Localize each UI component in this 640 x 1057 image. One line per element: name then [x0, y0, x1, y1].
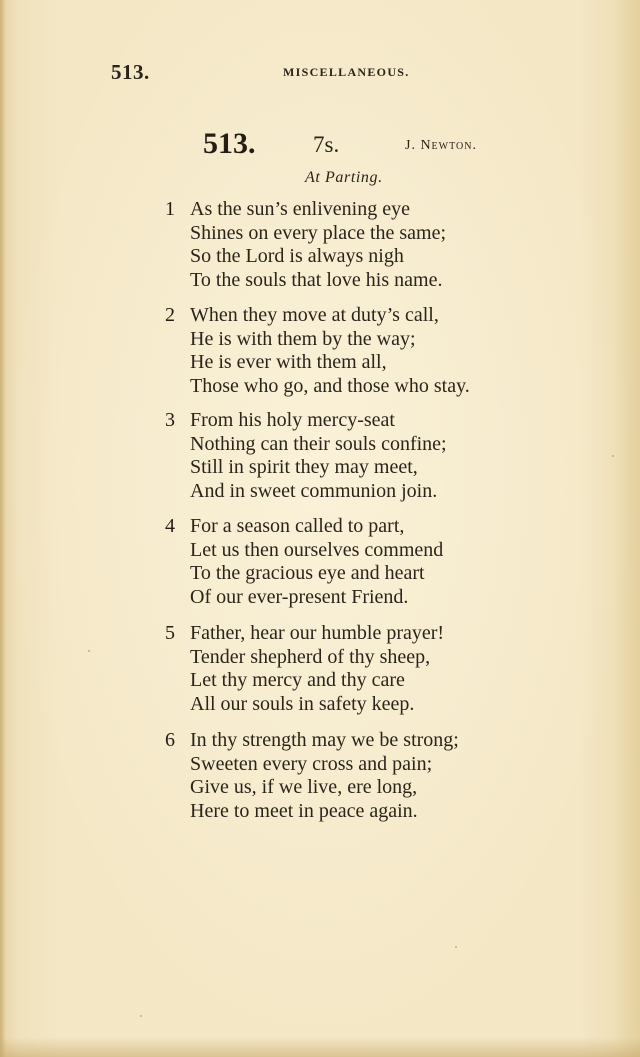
verse-line: Here to meet in peace again. — [190, 799, 418, 822]
verse-line: So the Lord is always nigh — [190, 245, 404, 267]
verse-line: He is ever with them all, — [190, 351, 387, 373]
verse-line: Shines on every place the same; — [190, 221, 447, 244]
hymn-subtitle: At Parting. — [305, 169, 383, 186]
verse-line: From his holy mercy-seat — [190, 409, 395, 431]
verse-line: Still in spirit they may meet, — [190, 456, 418, 478]
verse-line: Those who go, and those who stay. — [190, 374, 470, 397]
verse-line: Nothing can their souls confine; — [190, 432, 447, 455]
verse-number: 2 — [165, 304, 175, 326]
verse-line: For a season called to part, — [190, 515, 405, 537]
verse-line: Give us, if we live, ere long, — [190, 776, 418, 798]
verse-number: 5 — [165, 622, 175, 644]
verse-line: Father, hear our humble prayer! — [190, 622, 445, 644]
hymn-meter: 7s. — [313, 132, 340, 157]
verse-line: To the gracious eye and heart — [190, 562, 425, 584]
verse-line: Let thy mercy and thy care — [190, 669, 405, 691]
hymn-number: 513. — [203, 127, 256, 160]
verse-line: Of our ever-present Friend. — [190, 585, 409, 608]
page-bottom-shadow — [0, 1037, 640, 1057]
verse-number: 4 — [165, 515, 175, 537]
page-number: 513. — [111, 60, 150, 84]
verse-line: All our souls in safety keep. — [190, 692, 415, 715]
verse-line: Let us then ourselves commend — [190, 538, 444, 561]
verse-number: 3 — [165, 409, 175, 431]
verse-line: In thy strength may we be strong; — [190, 729, 459, 751]
verse-number: 6 — [165, 729, 175, 751]
verse-number: 1 — [165, 198, 175, 220]
verse-line: Tender shepherd of thy sheep, — [190, 645, 431, 668]
verse-line: He is with them by the way; — [190, 327, 416, 350]
verse-line: When they move at duty’s call, — [190, 304, 439, 326]
verse-line: And in sweet communion join. — [190, 479, 438, 502]
verse-line: To the souls that love his name. — [190, 268, 443, 291]
page-gutter-shadow — [0, 0, 6, 1057]
verse-line: Sweeten every cross and pain; — [190, 752, 433, 775]
hymn-author: J. Newton. — [405, 138, 477, 153]
verse-line: As the sun’s enlivening eye — [190, 198, 410, 220]
running-title: MISCELLANEOUS. — [283, 65, 410, 79]
